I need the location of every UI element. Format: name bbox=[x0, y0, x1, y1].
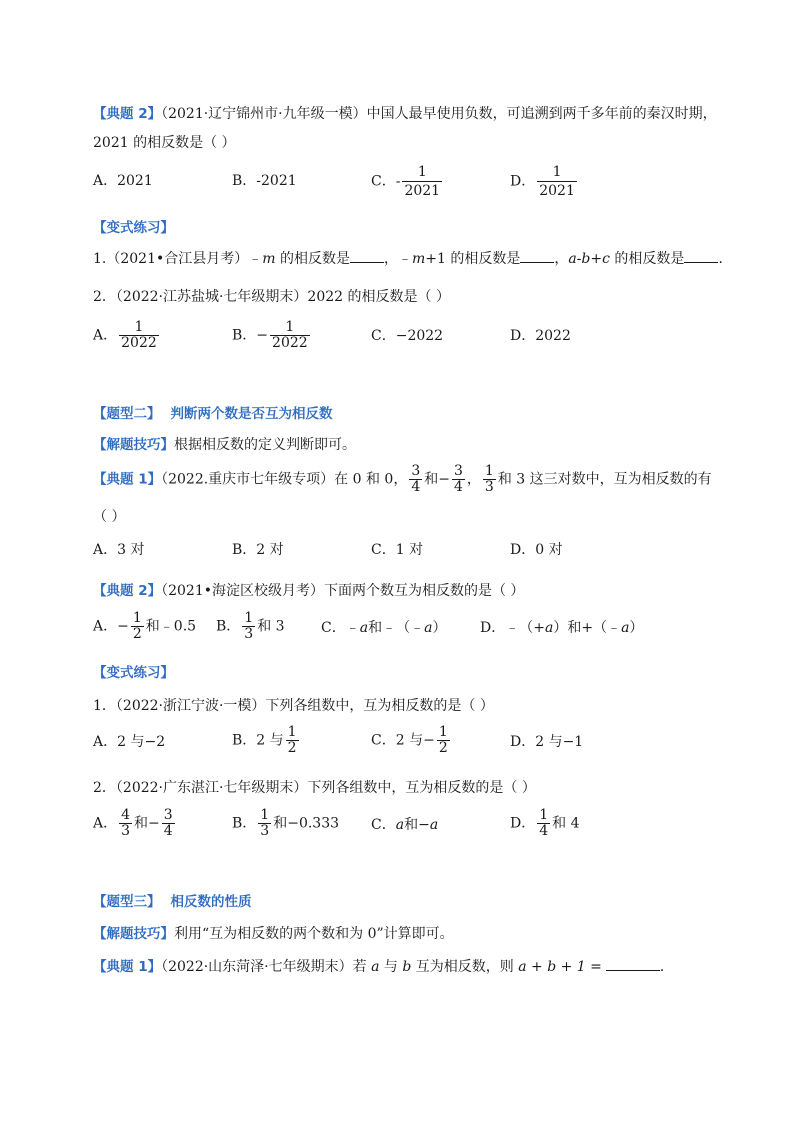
option-d-label: D． bbox=[510, 173, 536, 190]
text: 和 3 bbox=[257, 618, 285, 635]
fraction bbox=[270, 320, 310, 351]
blank-1[interactable] bbox=[350, 248, 384, 263]
option-label: A． bbox=[93, 815, 118, 832]
text: 和− bbox=[404, 817, 430, 833]
option-b: B．2 与 $\frac{1}{2}$ bbox=[232, 724, 297, 756]
text: ） bbox=[629, 620, 644, 636]
numerator: 1 bbox=[537, 163, 577, 182]
denominator: 3 bbox=[244, 626, 254, 642]
text: 互为相反数，则 bbox=[411, 959, 519, 975]
option-label: B． bbox=[232, 815, 257, 832]
section-heading-3 bbox=[93, 893, 252, 911]
numerator: 4 bbox=[121, 807, 131, 823]
option-d: D．0 对 bbox=[510, 542, 563, 558]
fraction bbox=[119, 320, 159, 351]
fraction bbox=[286, 725, 299, 756]
var-a: a bbox=[424, 620, 433, 636]
numerator: 1 bbox=[119, 320, 159, 336]
expression: a + b + 1 = bbox=[518, 959, 602, 975]
text: 和 3 这三对数中，互为相反数的有 bbox=[497, 471, 712, 488]
text: C．﹣ bbox=[321, 620, 360, 636]
option-label: A． bbox=[93, 618, 118, 635]
tip-2 bbox=[93, 436, 356, 454]
option-a bbox=[93, 320, 161, 351]
numerator: 1 bbox=[438, 724, 448, 740]
option-b: B．2 对 bbox=[232, 542, 284, 558]
text: 和 4 bbox=[552, 815, 580, 832]
var-a: a bbox=[544, 620, 554, 636]
numerator: 3 bbox=[411, 463, 421, 479]
text: 和﹣0.5 bbox=[145, 618, 197, 635]
numerator: 1 bbox=[244, 610, 254, 626]
blank-3[interactable] bbox=[684, 248, 718, 263]
text: ）和+（﹣ bbox=[553, 620, 622, 636]
fraction bbox=[437, 725, 450, 756]
minus-sign: − bbox=[148, 815, 160, 832]
option-a: A．3 对 bbox=[93, 542, 145, 558]
text: 的相反数是 bbox=[609, 251, 685, 267]
text: ） bbox=[432, 620, 447, 636]
question-text: （2021·辽宁锦州市·九年级一模）中国人最早使用负数，可追溯到两千多年前的秦汉时期， bbox=[161, 106, 717, 122]
text: 和 bbox=[424, 471, 439, 488]
option-d bbox=[480, 619, 643, 637]
numerator: 1 bbox=[270, 320, 310, 336]
var-m: m bbox=[411, 251, 426, 267]
text: D．﹣（+ bbox=[480, 620, 545, 636]
fraction bbox=[537, 808, 550, 839]
fraction bbox=[409, 464, 422, 495]
tag-tixing2: 【题型二】 bbox=[93, 406, 161, 422]
tag-dianti2: 【典题 2】 bbox=[93, 106, 162, 122]
answer-paren: （ ） bbox=[93, 509, 126, 525]
text: +1 的相反数是 bbox=[425, 251, 521, 267]
tag-bianshi: 【变式练习】 bbox=[93, 220, 174, 236]
numerator: 1 bbox=[484, 463, 494, 479]
var-a: a bbox=[371, 959, 380, 975]
section-title: 相反数的性质 bbox=[170, 894, 252, 910]
question-c2 bbox=[93, 582, 524, 600]
option-d: D．2022 bbox=[510, 328, 571, 344]
denominator: 2021 bbox=[404, 183, 441, 199]
denominator: 3 bbox=[484, 479, 494, 495]
numerator: 3 bbox=[163, 807, 173, 823]
text: 的相反数是 bbox=[275, 251, 350, 267]
tip-3 bbox=[93, 925, 454, 943]
option-a bbox=[93, 611, 196, 642]
denominator: 3 bbox=[260, 823, 270, 839]
tag-bianshi: 【变式练习】 bbox=[93, 665, 174, 681]
denominator: 4 bbox=[539, 823, 549, 839]
var-a: a bbox=[621, 620, 630, 636]
option-label: A． bbox=[93, 327, 118, 344]
text: 和−0.333 bbox=[273, 815, 340, 832]
denominator: 2022 bbox=[272, 335, 308, 351]
var-b: b bbox=[402, 959, 412, 975]
denominator: 4 bbox=[454, 479, 463, 495]
question-e1 bbox=[93, 956, 674, 976]
fraction bbox=[537, 163, 577, 200]
option-c: C．−2022 bbox=[371, 328, 444, 344]
var-a: a bbox=[429, 817, 439, 833]
denominator: 2 bbox=[438, 740, 448, 756]
option-c-label: C．- bbox=[371, 173, 401, 190]
text: 1.（2021•合江县月考）﹣ bbox=[93, 251, 263, 267]
denominator: 2 bbox=[132, 626, 142, 642]
minus-sign: − bbox=[423, 732, 435, 749]
option-a bbox=[93, 808, 177, 839]
option-c bbox=[371, 816, 438, 834]
text: ． bbox=[659, 959, 674, 975]
section-title: 判断两个数是否互为相反数 bbox=[170, 406, 333, 422]
question-c1 bbox=[93, 464, 712, 495]
tag-dianti2: 【典题 2】 bbox=[93, 583, 162, 599]
fraction bbox=[242, 611, 255, 642]
minus-sign: − bbox=[438, 471, 450, 488]
fraction bbox=[162, 808, 175, 839]
option-c bbox=[321, 619, 446, 637]
text: ， bbox=[466, 471, 481, 488]
numerator: 3 bbox=[454, 463, 463, 479]
fraction bbox=[483, 464, 496, 495]
tip-text: 利用“互为相反数的两个数和为 0”计算即可。 bbox=[174, 926, 454, 942]
numerator: 1 bbox=[287, 724, 297, 740]
option-d bbox=[510, 808, 580, 839]
fraction bbox=[119, 808, 132, 839]
fraction bbox=[258, 808, 271, 839]
option-label: C． bbox=[371, 732, 396, 749]
exercise-2: 2．（2022·江苏盐城·七年级期末）2022 的相反数是（ ） bbox=[93, 289, 450, 305]
option-a: A．2021 bbox=[93, 173, 153, 189]
text: 和﹣（﹣ bbox=[368, 620, 425, 636]
section-heading-2 bbox=[93, 405, 333, 423]
text: ， bbox=[554, 251, 569, 267]
option-d bbox=[510, 163, 579, 200]
text: （2022·山东菏泽·七年级期末）若 bbox=[161, 959, 372, 975]
fraction bbox=[131, 611, 144, 642]
text: （2021•海淀区校级月考）下面两个数互为相反数的是（ ） bbox=[161, 583, 525, 599]
fraction bbox=[452, 464, 465, 495]
exercise-d1: 1．（2022·浙江宁波·一模）下列各组数中，互为相反数的是（ ） bbox=[93, 698, 494, 714]
minus-sign: − bbox=[256, 327, 269, 344]
denominator: 3 bbox=[121, 823, 131, 839]
numerator: 1 bbox=[402, 163, 442, 182]
text: 与 bbox=[265, 732, 284, 749]
option-c: C．1 对 bbox=[371, 542, 424, 558]
denominator: 2 bbox=[287, 740, 297, 756]
option-a: A．2 与−2 bbox=[93, 734, 166, 750]
exercise-d2: 2．（2022·广东湛江·七年级期末）下列各组数中，互为相反数的是（ ） bbox=[93, 780, 536, 796]
text: ． bbox=[718, 251, 733, 267]
denominator: 4 bbox=[163, 823, 173, 839]
tag-dianti1: 【典题 1】 bbox=[93, 959, 162, 975]
var-a: a bbox=[395, 817, 405, 833]
numerator: 1 bbox=[132, 610, 142, 626]
var-m: m bbox=[262, 251, 276, 267]
tip-text: 根据相反数的定义判断即可。 bbox=[174, 437, 356, 453]
text: 与 bbox=[379, 959, 403, 975]
option-label: B． bbox=[216, 618, 241, 635]
tag-jiqiao: 【解题技巧】 bbox=[93, 437, 174, 453]
denominator: 4 bbox=[411, 479, 421, 495]
minus-sign: − bbox=[117, 618, 129, 635]
denominator: 2022 bbox=[121, 335, 157, 351]
exercise-1 bbox=[93, 248, 732, 268]
text: 和 bbox=[134, 815, 149, 832]
option-c bbox=[371, 163, 444, 200]
text: 与 bbox=[404, 732, 424, 749]
denominator: 2021 bbox=[539, 183, 575, 199]
tag-dianti1: 【典题 1】 bbox=[93, 471, 162, 488]
option-c: C．2 与− $\frac{1}{2}$ bbox=[371, 724, 448, 756]
tag-tixing3: 【题型三】 bbox=[93, 894, 161, 910]
blank-answer[interactable] bbox=[606, 956, 660, 971]
option-label: B． bbox=[232, 327, 257, 344]
option-label: B． bbox=[232, 732, 257, 749]
fraction bbox=[402, 163, 442, 200]
option-b bbox=[216, 611, 285, 642]
text: （2022.重庆市七年级专项）在 0 和 0， bbox=[161, 471, 408, 488]
option-d: D．2 与−1 bbox=[510, 734, 584, 750]
option-b: B．-2021 bbox=[232, 173, 297, 189]
option-b bbox=[232, 320, 312, 351]
option-b bbox=[232, 808, 339, 839]
numerator: 1 bbox=[260, 807, 270, 823]
option-label: D． bbox=[510, 815, 536, 832]
numerator: 1 bbox=[539, 807, 549, 823]
var-a: a bbox=[359, 620, 369, 636]
var-abc: a-b+c bbox=[568, 251, 610, 267]
option-label: C． bbox=[371, 817, 396, 833]
blank-2[interactable] bbox=[520, 248, 554, 263]
question-dianti2-line1 bbox=[93, 105, 717, 123]
text: ，﹣ bbox=[383, 251, 412, 267]
tag-jiqiao: 【解题技巧】 bbox=[93, 926, 174, 942]
question-dianti2-line2: 2021 的相反数是（ ） bbox=[93, 135, 236, 151]
